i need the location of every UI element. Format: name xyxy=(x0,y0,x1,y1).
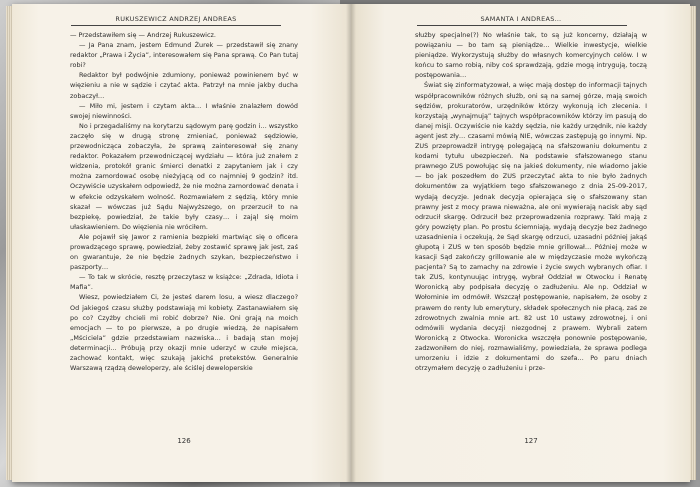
left-page-body xyxy=(70,30,298,373)
paragraph: — Przedstawiłem się — Andrzej Rukuszewicz. xyxy=(70,31,216,39)
paragraph: — Miło mi, jestem i czytam akta… I właśnie znalazłem dowód swojej niewinności. xyxy=(70,101,298,120)
left-page xyxy=(12,4,351,482)
paragraph: No i przegadaliśmy na korytarzu sądowym parę godzin i… wszystko zaczęło się w drugą stronę zmieniać, ponieważ sędziowie, przewodnicząca zobaczyła, że sprawą zainteresował się znany redaktor. Pokazałem przewodniczącej wydziału — która już znałem z widzenia, protokół granic śmierci denatki z zapytaniem jak i czy można zamordować osobę nieżyjącą od co najmniej 9 godzin? itd. Oczywiście uzyskałem odpowiedź, że nie można zamordować denata i w efekcie odzyskałem wolność. Rozmawiałem z sędzią, który mnie skazał — wówczas już Sądu Najwyższego, on przerzucił to na bezpiekę, powiedział, że takie były czasy… i zająl się moim ułaskawieniem. Do więzienia nie wróciłem. xyxy=(70,121,298,231)
paragraph: Świat się zinformatyzował, a więc mają dostęp do informacji tajnych współpracowników różnych służb, oni są na samej górze, mają swoich sędziów, prokuratorów, urzędników którzy wykonują ich zlecenia. I korzystają „wynajmują” tajnych współpracowników którzy im pasują do danej misji. Oczywiście nie każdy sędzia, nie każdy urzędnik, nie każdy agent jest zły… czasami mówią NIE, wówczas zastępują go innymi. Np. ZUS przeprowadził intrygę polegającą na sfałszowaniu dokumentu z kodami tytułu ubezpieczeń. Na podstawie sfałszowanego stanu prawnego ZUS powołując się na jakieś dokumenty, nie wiadomo jakie — bo jak poszedłem do ZUS przeczytać akta to nie było żadnych dokumentów za wyjątkiem tego sfałszowanego z dnia 25-09-2017, wydają decyzje. Jednak decyzja opierająca się o sfałszowany stan prawny jest z mocy prawa nieważna, ale oni wywierają nacisk aby sąd odrzucił skargę. Odrzucił bez przeprowadzenia rozprawy. Taki mają z góry powzięty plan. Po prostu ściemniają, wydają decyzje bez żadnego uzasadnienia i oczekują, że Sąd skargę odrzuci, uzasadni później jakąś głupotą i ZUS w ten sposób będzie mnie grillował… Później może w kasacji Sąd zakończy grillowanie ale w międzyczasie może wykończą pacjenta? Są to zamachy na zdrowie i życie swych wybranych ofiar. I tak ZUS, kontynuując intrygę, wybrał Oddział w Otwocku i Renatę Woronicką aby podpisała decyzję o zadłużeniu. Ale np. Oddział w Wołominie im odmówił. Wszczął postępowanie, napisałem, że osoby z prawem do renty lub emerytury, składek społecznych nie płacą, zaś ze zdrowotnych zwalnia mnie art. 82 ust 10 ustawy zdrowotnej, i oni odmówili wydania decyzji niezgodnej z prawem. Wybrali zatem Woronicką z Otwocka. Woronicka wszczęła ponownie postępowanie, zadzwoniłem do niej, rozmawialiśmy, powiedziała, że sprawa podlega umorzeniu i idzie z dokumentami do szefa… Po paru dniach otrzymałem decyzję o zadłużeniu i prze- xyxy=(415,81,647,373)
page-edges-right xyxy=(690,6,696,480)
paragraph: służby specjalne(?) No właśnie tak, to są już koncerny, działają w powiązaniu — bo tam są pieniądze… Wielkie inwestycje, wielkie pieniądze. Wykorzystują służby do własnych komercyjnych celów. I w końcu to samo robią, niby coś sprawdzają, gdzie mogą intrygują, toczą postępowania… xyxy=(415,31,647,80)
running-head-left: RUKUSZEWICZ ANDRZEJ ANDREAS xyxy=(115,15,237,23)
paragraph: Redaktor był podwójnie zdumiony, ponieważ powinienem być w więzieniu a nie w sądzie i czytać akta. Patrzył na mnie jakby ducha zobaczył… xyxy=(70,71,298,100)
right-page-body xyxy=(415,30,647,373)
running-head-right: SAMANTA I ANDREAS… xyxy=(480,15,562,23)
page-number-left: 126 xyxy=(177,437,191,445)
header-rule-left xyxy=(71,25,281,26)
page-number-right: 127 xyxy=(524,437,538,445)
paragraph: Ale pojawił się Jawor z ramienia bezpieki martwiąc się o oficera prowadzącego sprawę, powiedział, żeby zostawić sprawę jak jest, zaś on gwarantuje, że nie będzie żadnych szykan, bezpieczeństwo i paszporty… xyxy=(70,232,298,272)
paragraph: Wiesz, powiedziałem Ci, że jesteś darem losu, a wiesz dlaczego? Od jakiegoś czasu służby podstawiają mi kobiety. Zastanawiałem się po co? Czyżby chcieli mi robić dobrze? Nie. Oni grają na moich emocjach — to po pierwsze, a po drugie wiedzą, że napisałem „Mścicielа” gdzie przedstawiam nazwiska… i badają stan mojej determinacji… Próbują przy okazji mnie uderzyć w czułe miejsca, zachować kontakt, więc szukają jakichś pretekstów. Generalnie Warszawą rządzą deweloperzy, ale ściślej deweloperskie xyxy=(70,293,298,373)
paragraph: — Ja Pana znam, jestem Edmund Żurek — przedstawił się znany redaktor „Prawa i Życia”, interesowałem się Pana sprawą. Co Pan tutaj robi? xyxy=(70,41,298,70)
right-page xyxy=(351,4,690,482)
header-rule-right xyxy=(417,25,627,26)
open-book xyxy=(12,4,690,482)
paragraph: — To tak w skrócie, resztę przeczytasz w książce: „Zdrada, Idiota i Mafia”. xyxy=(70,273,298,292)
book-spine-shadow xyxy=(346,4,356,482)
